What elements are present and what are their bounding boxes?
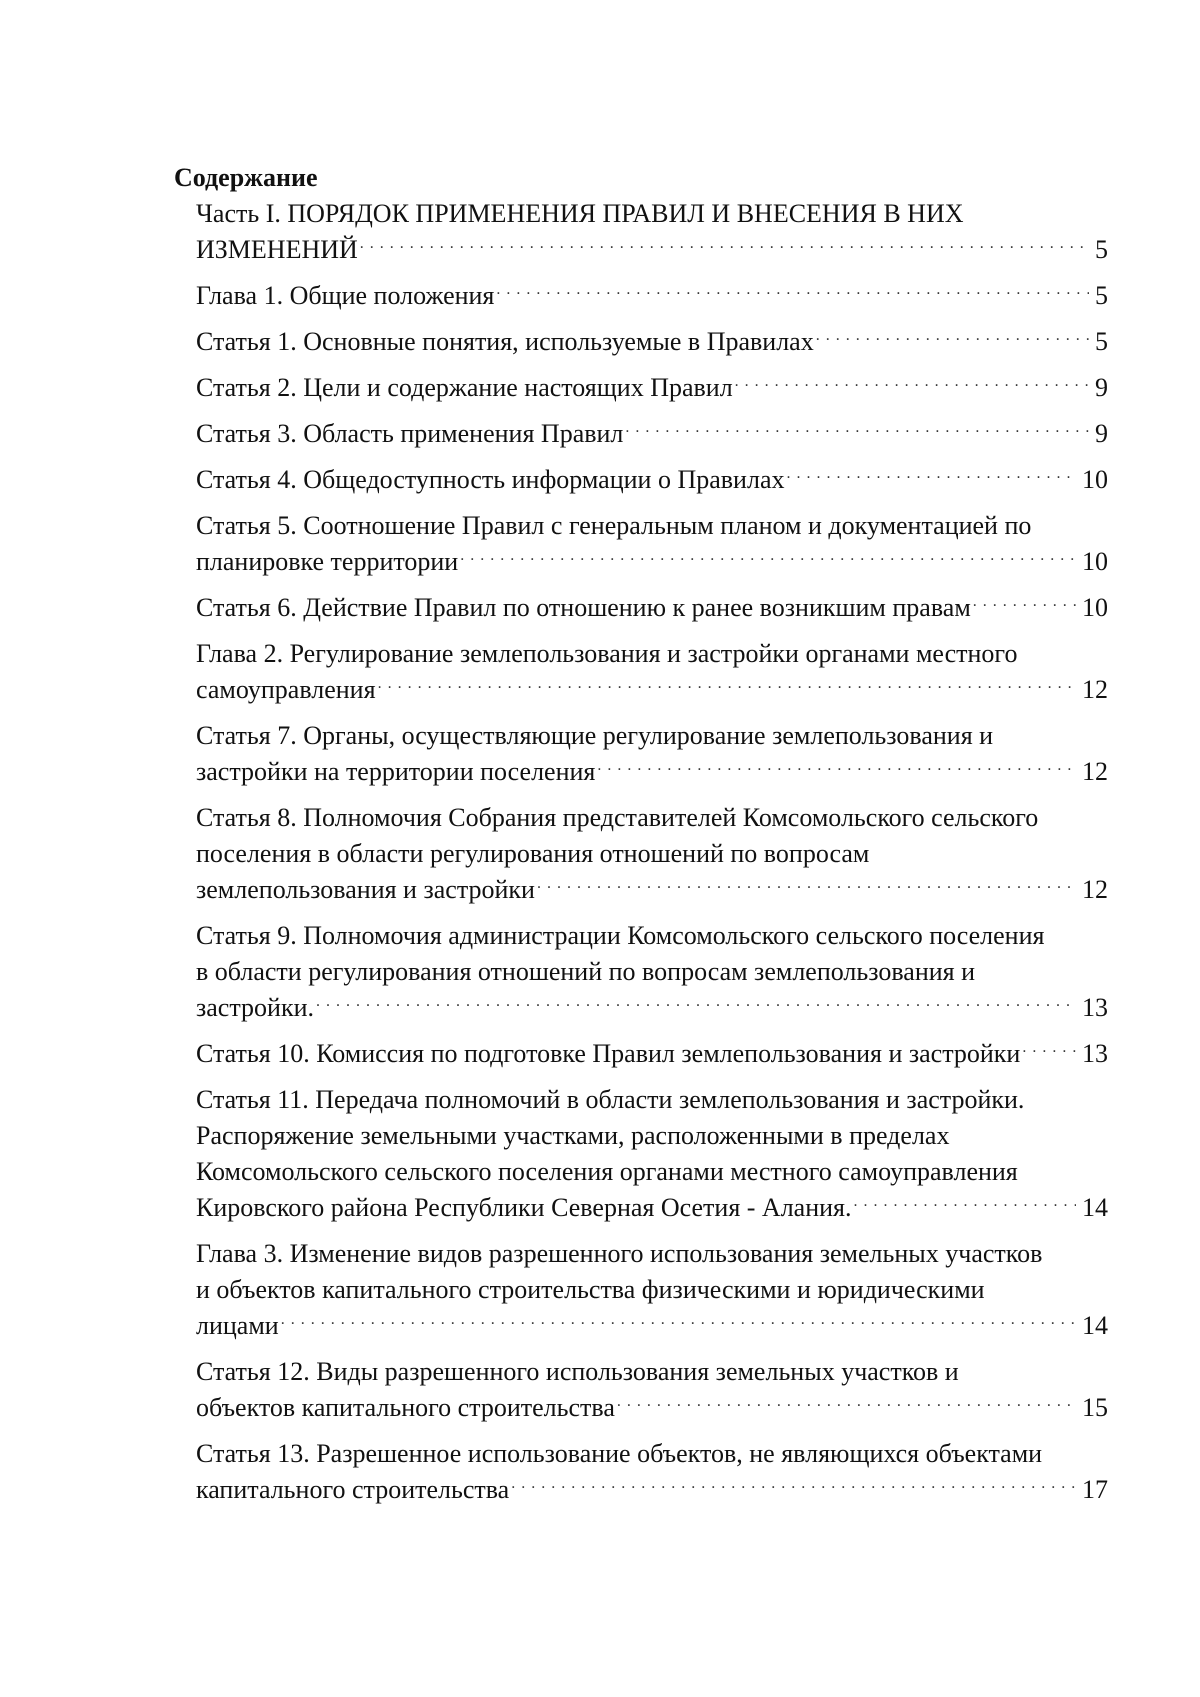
toc-heading: Содержание [174, 163, 318, 192]
toc-entry-page: 15 [1076, 1390, 1108, 1426]
toc-entry-article-9[interactable] [196, 918, 1108, 1026]
toc-list [196, 196, 1108, 1518]
toc-entry-part-1[interactable] [196, 196, 1108, 268]
toc-entry-text: Статья 12. Виды разрешенного использования земельных участков и объектов капитального строительства . . . [196, 1357, 959, 1422]
toc-entry-page: 13 [1076, 1036, 1108, 1072]
toc-entry-article-13[interactable] [196, 1436, 1108, 1508]
toc-entry-article-7[interactable] [196, 718, 1108, 790]
toc-entry-text: Статья 6. Действие Правил по отношению к ранее возникшим правам . . . [196, 593, 975, 622]
toc-entry-text: Статья 5. Соотношение Правил с генеральным планом и документацией по планировке территории . . . [196, 511, 1031, 576]
toc-entry-page: 12 [1076, 872, 1108, 908]
toc-entry-article-4[interactable] [196, 462, 1108, 498]
toc-entry-page: 5 [1089, 324, 1108, 360]
toc-entry-text: Статья 1. Основные понятия, используемые в Правилах . . . [196, 327, 818, 356]
toc-entry-text: Статья 8. Полномочия Собрания представителей Комсомольского сельского поселения в области регулирования отношений по вопросам землепользования и застройки . . . [196, 803, 1038, 904]
toc-entry-article-2[interactable] [196, 370, 1108, 406]
toc-entry-page: 10 [1076, 462, 1108, 498]
toc-entry-text: Статья 13. Разрешенное использование объектов, не являющихся объектами капитального строительства . . . [196, 1439, 1042, 1504]
toc-entry-chapter-2[interactable] [196, 636, 1108, 708]
toc-entry-text: Статья 11. Передача полномочий в области землепользования и застройки. Распоряжение земельными участками, расположенными в пределах Комсомольского сельского поселения органами местного самоуправления Кировского района Республики Северная Осетия - Алания. . . . [196, 1085, 1024, 1222]
toc-entry-text: Глава 1. Общие положения . . . [196, 281, 498, 310]
toc-entry-page: 10 [1076, 590, 1108, 626]
toc-entry-page: 9 [1089, 416, 1108, 452]
toc-entry-text: Статья 9. Полномочия администрации Комсомольского сельского поселения в области регулирования отношений по вопросам землепользования и застройки. . . . [196, 921, 1044, 1022]
toc-entry-article-10[interactable] [196, 1036, 1108, 1072]
toc-entry-chapter-3[interactable] [196, 1236, 1108, 1344]
toc-entry-page: 5 [1089, 278, 1108, 314]
toc-entry-article-3[interactable] [196, 416, 1108, 452]
toc-entry-page: 14 [1076, 1308, 1108, 1344]
toc-entry-text: Глава 3. Изменение видов разрешенного использования земельных участков и объектов капитального строительства физическими и юридическими лицами . . . [196, 1239, 1042, 1340]
toc-entry-text: Статья 7. Органы, осуществляющие регулирование землепользования и застройки на территории поселения . . . [196, 721, 993, 786]
toc-entry-page: 13 [1076, 990, 1108, 1026]
toc-entry-article-11[interactable] [196, 1082, 1108, 1226]
toc-entry-page: 9 [1089, 370, 1108, 406]
toc-entry-article-5[interactable] [196, 508, 1108, 580]
toc-entry-chapter-1[interactable] [196, 278, 1108, 314]
toc-entry-text: Статья 2. Цели и содержание настоящих Правил . . . [196, 373, 737, 402]
toc-entry-article-8[interactable] [196, 800, 1108, 908]
toc-entry-text: Часть I. ПОРЯДОК ПРИМЕНЕНИЯ ПРАВИЛ И ВНЕСЕНИЯ В НИХ ИЗМЕНЕНИЙ . . . [196, 199, 964, 264]
toc-entry-page: 12 [1076, 754, 1108, 790]
toc-entry-page: 10 [1076, 544, 1108, 580]
toc-entry-page: 12 [1076, 672, 1108, 708]
toc-entry-article-6[interactable] [196, 590, 1108, 626]
toc-entry-page: 5 [1089, 232, 1108, 268]
toc-entry-text: Глава 2. Регулирование землепользования и застройки органами местного самоуправления . . . [196, 639, 1017, 704]
toc-entry-page: 14 [1076, 1190, 1108, 1226]
toc-entry-text: Статья 3. Область применения Правил . . . [196, 419, 627, 448]
toc-entry-article-12[interactable] [196, 1354, 1108, 1426]
toc-entry-article-1[interactable] [196, 324, 1108, 360]
toc-entry-page: 17 [1076, 1472, 1108, 1508]
toc-entry-text: Статья 4. Общедоступность информации о Правилах . . . [196, 465, 788, 494]
toc-entry-text: Статья 10. Комиссия по подготовке Правил землепользования и застройки . . . [196, 1039, 1024, 1068]
